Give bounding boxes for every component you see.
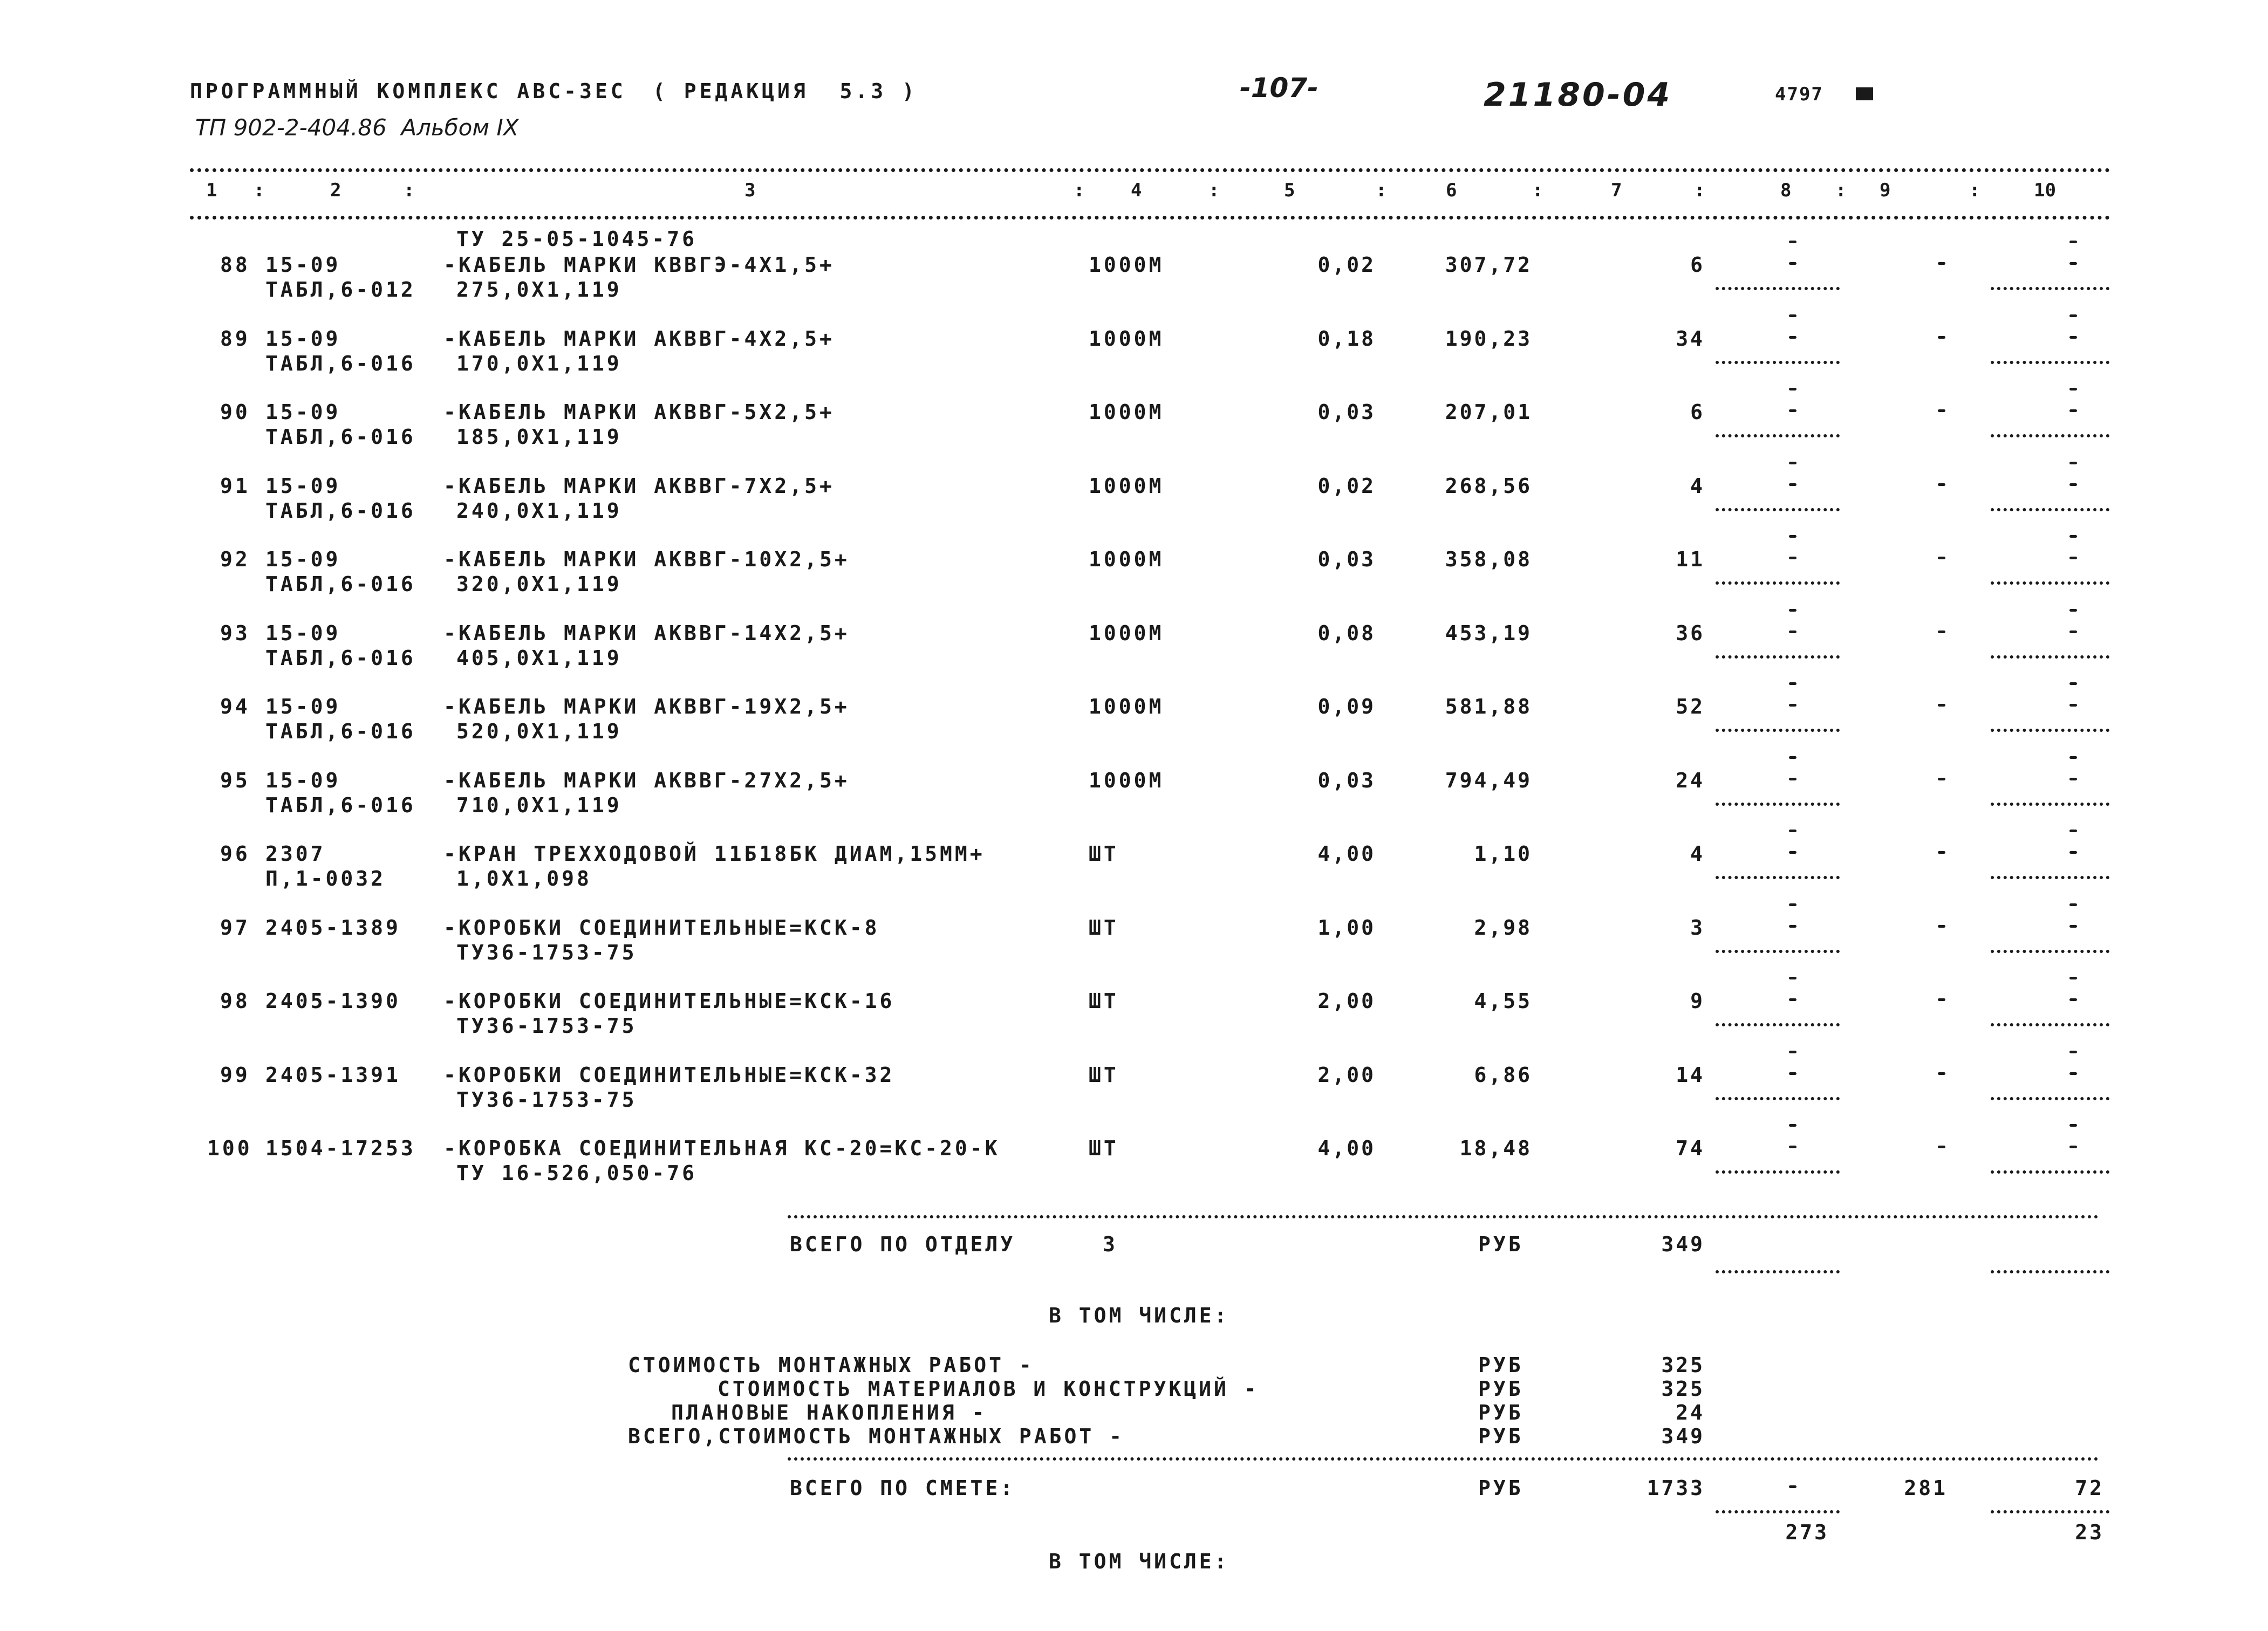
row-number: 89	[220, 327, 250, 351]
column-8-mark	[1789, 1124, 1796, 1127]
column-separator: :	[1694, 180, 1705, 201]
column-10-mark	[2069, 535, 2077, 538]
breakdown-value-4: 349	[1661, 1424, 1705, 1448]
page-number: -107-	[1240, 72, 1319, 104]
row-description-line2: ТУ36-1753-75	[456, 1088, 637, 1112]
estimate-total-label: ВСЕГО ПО СМЕТЕ:	[790, 1476, 1016, 1500]
row-code: 1504-17253	[265, 1136, 416, 1160]
row-number: 100	[207, 1136, 252, 1160]
column-10-mark	[2069, 409, 2077, 412]
column-separator: :	[1208, 180, 1220, 201]
row-reference: ТАБЛ,6-012	[265, 278, 416, 301]
row-code: 15-09	[265, 621, 341, 645]
row-unit-price: 6,86	[1474, 1063, 1532, 1087]
row-total: 24	[1676, 769, 1705, 792]
row-number: 97	[220, 916, 250, 940]
column-8-rule	[1716, 287, 1840, 290]
column-9-mark	[1938, 704, 1945, 707]
breakdown-label-1: СТОИМОСТЬ МОНТАЖНЫХ РАБОТ -	[628, 1353, 1034, 1377]
row-number: 98	[220, 989, 250, 1013]
row-unit-price: 207,01	[1445, 400, 1532, 424]
breakdown-value-1: 325	[1661, 1353, 1705, 1377]
row-total: 36	[1676, 621, 1705, 645]
row-total: 3	[1690, 916, 1705, 940]
column-8-rule	[1716, 655, 1840, 659]
row-reference: ТАБЛ,6-016	[265, 646, 416, 670]
row-number: 93	[220, 621, 250, 645]
row-code: 15-09	[265, 327, 341, 351]
column-separator: :	[1969, 180, 1980, 201]
column-8-mark	[1789, 851, 1796, 854]
row-description-line2: ТУ 16-526,050-76	[456, 1161, 698, 1185]
column-10-mark	[2069, 851, 2077, 854]
column-10-rule	[1991, 1023, 2109, 1026]
leading-spec-line: ТУ 25-05-1045-76	[456, 227, 698, 251]
column-10-rule	[1991, 287, 2109, 290]
row-reference: ТАБЛ,6-016	[265, 793, 416, 817]
column-number-2: 2	[330, 180, 341, 201]
dept-total-label: ВСЕГО ПО ОТДЕЛУ	[790, 1232, 1016, 1256]
row-description-line2: 1,0Х1,098	[456, 867, 592, 890]
column-10-mark	[2069, 336, 2077, 339]
column-8-mark	[1789, 998, 1796, 1001]
row-unit-price: 307,72	[1445, 253, 1532, 277]
column-10-mark	[2069, 1124, 2077, 1127]
column-10-mark	[2069, 609, 2077, 612]
column-10-mark	[2069, 1051, 2077, 1053]
column-8-mark	[1789, 336, 1796, 339]
row-description: -КАБЕЛЬ МАРКИ АКВВГ-4Х2,5+	[443, 327, 835, 351]
row-reference: ТАБЛ,6-016	[265, 352, 416, 375]
column-8-mark	[1789, 483, 1796, 486]
row-description: -КАБЕЛЬ МАРКИ АКВВГ-5Х2,5+	[443, 400, 835, 424]
column-9-mark	[1938, 851, 1945, 854]
column-number-8: 8	[1780, 180, 1792, 201]
column-8-mark	[1789, 409, 1796, 412]
column-number-4: 4	[1131, 180, 1142, 201]
row-description: -КАБЕЛЬ МАРКИ КВВГЭ-4Х1,5+	[443, 253, 835, 277]
row-description: -КОРОБКА СОЕДИНИТЕЛЬНАЯ КС-20=КС-20-К	[443, 1136, 1000, 1160]
column-9-mark	[1938, 631, 1945, 633]
column-10-mark	[2069, 903, 2077, 906]
column-10-mark	[2069, 998, 2077, 1001]
row-number: 90	[220, 400, 250, 424]
row-unit: 1000М	[1089, 769, 1164, 792]
row-quantity: 4,00	[1317, 1136, 1376, 1160]
column-8-mark	[1789, 977, 1796, 979]
row-reference: ТАБЛ,6-016	[265, 719, 416, 743]
column-8-mark	[1789, 778, 1796, 780]
row-total: 11	[1676, 547, 1705, 571]
column-number-7: 7	[1611, 180, 1622, 201]
column-separator: :	[254, 180, 265, 201]
column-8-mark	[1789, 462, 1796, 464]
column-8-mark	[1789, 704, 1796, 707]
estimate-total-col10: 72	[2075, 1476, 2104, 1500]
row-unit: 1000М	[1089, 327, 1164, 351]
row-unit-price: 794,49	[1445, 769, 1532, 792]
column-separator: :	[1376, 180, 1387, 201]
breakdown-unit-4: РУБ	[1478, 1424, 1524, 1448]
column-10-mark	[2069, 241, 2077, 243]
column-8-rule	[1716, 1023, 1840, 1026]
row-unit: 1000М	[1089, 547, 1164, 571]
row-total: 6	[1690, 253, 1705, 277]
column-8-mark	[1789, 682, 1796, 685]
column-10-rule	[1991, 803, 2109, 806]
row-unit: 1000М	[1089, 253, 1164, 277]
row-unit-price: 581,88	[1445, 695, 1532, 718]
row-quantity: 0,02	[1317, 253, 1376, 277]
column-10-rule	[1991, 950, 2109, 953]
breakdown-label-4: ВСЕГО,СТОИМОСТЬ МОНТАЖНЫХ РАБОТ -	[628, 1424, 1124, 1448]
row-unit-price: 1,10	[1474, 842, 1532, 866]
breakdown-unit-3: РУБ	[1478, 1401, 1524, 1424]
row-total: 6	[1690, 400, 1705, 424]
column-8-rule	[1716, 876, 1840, 879]
row-unit-price: 2,98	[1474, 916, 1532, 940]
estimate-total-mark-8	[1789, 1485, 1796, 1488]
document-code: 4797	[1775, 84, 1823, 105]
column-10-rule	[1991, 581, 2109, 585]
row-code: 2405-1390	[265, 989, 401, 1013]
row-number: 91	[220, 474, 250, 498]
column-9-mark	[1938, 336, 1945, 339]
column-8-rule	[1716, 361, 1840, 364]
row-description-line2: 405,0Х1,119	[456, 646, 622, 670]
estimate-total-rule-10	[1991, 1510, 2109, 1513]
column-9-mark	[1938, 998, 1945, 1001]
row-unit-price: 453,19	[1445, 621, 1532, 645]
row-number: 94	[220, 695, 250, 718]
row-unit-price: 190,23	[1445, 327, 1532, 351]
row-description: -КАБЕЛЬ МАРКИ АКВВГ-19Х2,5+	[443, 695, 850, 718]
row-code: 2307	[265, 842, 326, 866]
column-8-rule	[1716, 803, 1840, 806]
column-8-rule	[1716, 1170, 1840, 1174]
row-code: 15-09	[265, 695, 341, 718]
row-description: -КАБЕЛЬ МАРКИ АКВВГ-7Х2,5+	[443, 474, 835, 498]
column-8-mark	[1789, 631, 1796, 633]
row-description-line2: ТУ36-1753-75	[456, 1014, 637, 1038]
column-10-mark	[2069, 925, 2077, 928]
column-9-mark	[1938, 925, 1945, 928]
row-quantity: 0,03	[1317, 547, 1376, 571]
dept-total-rule-8	[1716, 1270, 1840, 1273]
row-quantity: 0,02	[1317, 474, 1376, 498]
breakdown-value-3: 24	[1676, 1401, 1705, 1424]
row-unit: ШТ	[1089, 916, 1119, 940]
row-quantity: 0,18	[1317, 327, 1376, 351]
column-10-rule	[1991, 434, 2109, 437]
column-8-rule	[1716, 508, 1840, 511]
estimate-total-col9: 281	[1904, 1476, 1948, 1500]
column-separator: :	[1074, 180, 1085, 201]
breakdown-unit-1: РУБ	[1478, 1353, 1524, 1377]
column-8-mark	[1789, 830, 1796, 832]
row-code: 15-09	[265, 547, 341, 571]
row-description-line2: 240,0Х1,119	[456, 499, 622, 523]
breakdown-label-3: ПЛАНОВЫЕ НАКОПЛЕНИЯ -	[671, 1401, 987, 1424]
row-reference: ТАБЛ,6-016	[265, 572, 416, 596]
column-9-mark	[1938, 557, 1945, 559]
column-8-mark	[1789, 1146, 1796, 1148]
column-8-rule	[1716, 434, 1840, 437]
row-code: 15-09	[265, 769, 341, 792]
row-quantity: 2,00	[1317, 989, 1376, 1013]
dept-total-count: 3	[1103, 1232, 1118, 1256]
row-number: 88	[220, 253, 250, 277]
estimate-total-value: 1733	[1647, 1476, 1705, 1500]
column-number-3: 3	[744, 180, 756, 201]
column-10-mark	[2069, 314, 2077, 317]
dept-total-value: 349	[1661, 1232, 1705, 1256]
row-unit-price: 358,08	[1445, 547, 1532, 571]
row-code: 2405-1389	[265, 916, 401, 940]
row-total: 52	[1676, 695, 1705, 718]
row-description-line2: 275,0Х1,119	[456, 278, 622, 301]
row-reference: ТАБЛ,6-016	[265, 425, 416, 449]
column-10-rule	[1991, 876, 2109, 879]
column-number-10: 10	[2034, 180, 2056, 201]
column-10-mark	[2069, 830, 2077, 832]
column-number-6: 6	[1446, 180, 1457, 201]
column-8-mark	[1789, 557, 1796, 559]
row-total: 34	[1676, 327, 1705, 351]
row-number: 95	[220, 769, 250, 792]
row-description: -КАБЕЛЬ МАРКИ АКВВГ-10Х2,5+	[443, 547, 850, 571]
column-8-mark	[1789, 388, 1796, 390]
column-8-rule	[1716, 1097, 1840, 1100]
column-8-mark	[1789, 535, 1796, 538]
row-number: 96	[220, 842, 250, 866]
redaction-mark	[1856, 87, 1873, 100]
column-10-mark	[2069, 388, 2077, 390]
row-quantity: 0,03	[1317, 400, 1376, 424]
row-total: 4	[1690, 842, 1705, 866]
column-10-rule	[1991, 1170, 2109, 1174]
program-name: ПРОГРАММНЫЙ КОМПЛЕКС АВС-3ЕС	[190, 79, 626, 103]
row-total: 9	[1690, 989, 1705, 1013]
row-description-line2: 185,0Х1,119	[456, 425, 622, 449]
row-unit: 1000М	[1089, 474, 1164, 498]
row-description: -КОРОБКИ СОЕДИНИТЕЛЬНЫЕ=КСК-16	[443, 989, 895, 1013]
column-8-mark	[1789, 1072, 1796, 1075]
row-unit: 1000М	[1089, 695, 1164, 718]
column-10-rule	[1991, 729, 2109, 732]
column-10-mark	[2069, 1072, 2077, 1075]
column-10-mark	[2069, 631, 2077, 633]
row-number: 99	[220, 1063, 250, 1087]
column-10-mark	[2069, 462, 2077, 464]
estimate-total-sub10: 23	[2075, 1520, 2104, 1544]
estimate-total-unit: РУБ	[1478, 1476, 1524, 1500]
document-number: 21180-04	[1484, 76, 1672, 114]
column-separator: :	[1532, 180, 1543, 201]
row-description-line2: 710,0Х1,119	[456, 793, 622, 817]
row-description-line2: 170,0Х1,119	[456, 352, 622, 375]
estimate-total-rule	[788, 1457, 2099, 1461]
row-unit: ШТ	[1089, 1063, 1119, 1087]
row-description: -КАБЕЛЬ МАРКИ АКВВГ-14Х2,5+	[443, 621, 850, 645]
column-9-mark	[1938, 483, 1945, 486]
row-unit: ШТ	[1089, 1136, 1119, 1160]
column-10-mark	[2069, 704, 2077, 707]
row-unit: ШТ	[1089, 842, 1119, 866]
row-unit-price: 268,56	[1445, 474, 1532, 498]
column-10-mark	[2069, 483, 2077, 486]
row-description: -КОРОБКИ СОЕДИНИТЕЛЬНЫЕ=КСК-32	[443, 1063, 895, 1087]
row-code: 2405-1391	[265, 1063, 401, 1087]
column-8-rule	[1716, 581, 1840, 585]
estimate-total-sub8: 273	[1785, 1520, 1829, 1544]
column-9-mark	[1938, 262, 1945, 265]
column-10-mark	[2069, 262, 2077, 265]
row-quantity: 0,03	[1317, 769, 1376, 792]
dept-total-rule-10	[1991, 1270, 2109, 1273]
column-8-mark	[1789, 609, 1796, 612]
column-8-mark	[1789, 756, 1796, 759]
header-rule-bottom	[190, 216, 2110, 220]
column-8-rule	[1716, 950, 1840, 953]
row-description-line2: 520,0Х1,119	[456, 719, 622, 743]
row-total: 4	[1690, 474, 1705, 498]
row-quantity: 4,00	[1317, 842, 1376, 866]
column-8-mark	[1789, 262, 1796, 265]
row-code: 15-09	[265, 474, 341, 498]
column-separator: :	[1835, 180, 1847, 201]
column-8-mark	[1789, 903, 1796, 906]
column-10-mark	[2069, 756, 2077, 759]
row-description: -КОРОБКИ СОЕДИНИТЕЛЬНЫЕ=КСК-8	[443, 916, 880, 940]
column-8-mark	[1789, 314, 1796, 317]
breakdown-label-2: СТОИМОСТЬ МАТЕРИАЛОВ И КОНСТРУКЦИЙ -	[718, 1377, 1259, 1401]
row-quantity: 0,09	[1317, 695, 1376, 718]
column-8-rule	[1716, 729, 1840, 732]
breakdown-unit-2: РУБ	[1478, 1377, 1524, 1401]
row-number: 92	[220, 547, 250, 571]
column-9-mark	[1938, 778, 1945, 780]
row-unit-price: 18,48	[1459, 1136, 1532, 1160]
including-heading-2: В ТОМ ЧИСЛЕ:	[1049, 1550, 1229, 1573]
estimate-total-rule-8	[1716, 1510, 1840, 1513]
edition: ( РЕДАКЦИЯ 5.3 )	[653, 79, 918, 103]
column-number-1: 1	[206, 180, 217, 201]
row-unit: 1000М	[1089, 621, 1164, 645]
column-number-9: 9	[1880, 180, 1891, 201]
column-9-mark	[1938, 1146, 1945, 1148]
row-quantity: 0,08	[1317, 621, 1376, 645]
row-reference: П,1-0032	[265, 867, 386, 890]
dept-total-rule	[788, 1215, 2099, 1218]
column-10-mark	[2069, 682, 2077, 685]
column-8-mark	[1789, 925, 1796, 928]
breakdown-value-2: 325	[1661, 1377, 1705, 1401]
including-heading: В ТОМ ЧИСЛЕ:	[1049, 1304, 1229, 1327]
row-quantity: 2,00	[1317, 1063, 1376, 1087]
column-number-5: 5	[1284, 180, 1295, 201]
row-unit: 1000М	[1089, 400, 1164, 424]
row-code: 15-09	[265, 253, 341, 277]
column-10-mark	[2069, 977, 2077, 979]
row-total: 74	[1676, 1136, 1705, 1160]
row-code: 15-09	[265, 400, 341, 424]
column-10-rule	[1991, 655, 2109, 659]
column-10-rule	[1991, 361, 2109, 364]
row-description: -КАБЕЛЬ МАРКИ АКВВГ-27Х2,5+	[443, 769, 850, 792]
column-10-mark	[2069, 557, 2077, 559]
column-9-mark	[1938, 409, 1945, 412]
row-unit: ШТ	[1089, 989, 1119, 1013]
column-separator: :	[404, 180, 415, 201]
row-description: -КРАН ТРЕХХОДОВОЙ 11Б18БК ДИАМ,15ММ+	[443, 842, 985, 866]
column-10-mark	[2069, 778, 2077, 780]
row-description-line2: 320,0Х1,119	[456, 572, 622, 596]
column-10-rule	[1991, 1097, 2109, 1100]
row-description-line2: ТУ36-1753-75	[456, 941, 637, 964]
column-10-mark	[2069, 1146, 2077, 1148]
row-total: 14	[1676, 1063, 1705, 1087]
column-8-mark	[1789, 241, 1796, 243]
row-quantity: 1,00	[1317, 916, 1376, 940]
column-9-mark	[1938, 1072, 1945, 1075]
column-8-mark	[1789, 1051, 1796, 1053]
row-reference: ТАБЛ,6-016	[265, 499, 416, 523]
project-reference: ТП 902-2-404.86 Альбом IX	[195, 114, 519, 141]
row-unit-price: 4,55	[1474, 989, 1532, 1013]
dept-total-unit: РУБ	[1478, 1232, 1524, 1256]
header-rule-top	[190, 168, 2110, 172]
column-10-rule	[1991, 508, 2109, 511]
